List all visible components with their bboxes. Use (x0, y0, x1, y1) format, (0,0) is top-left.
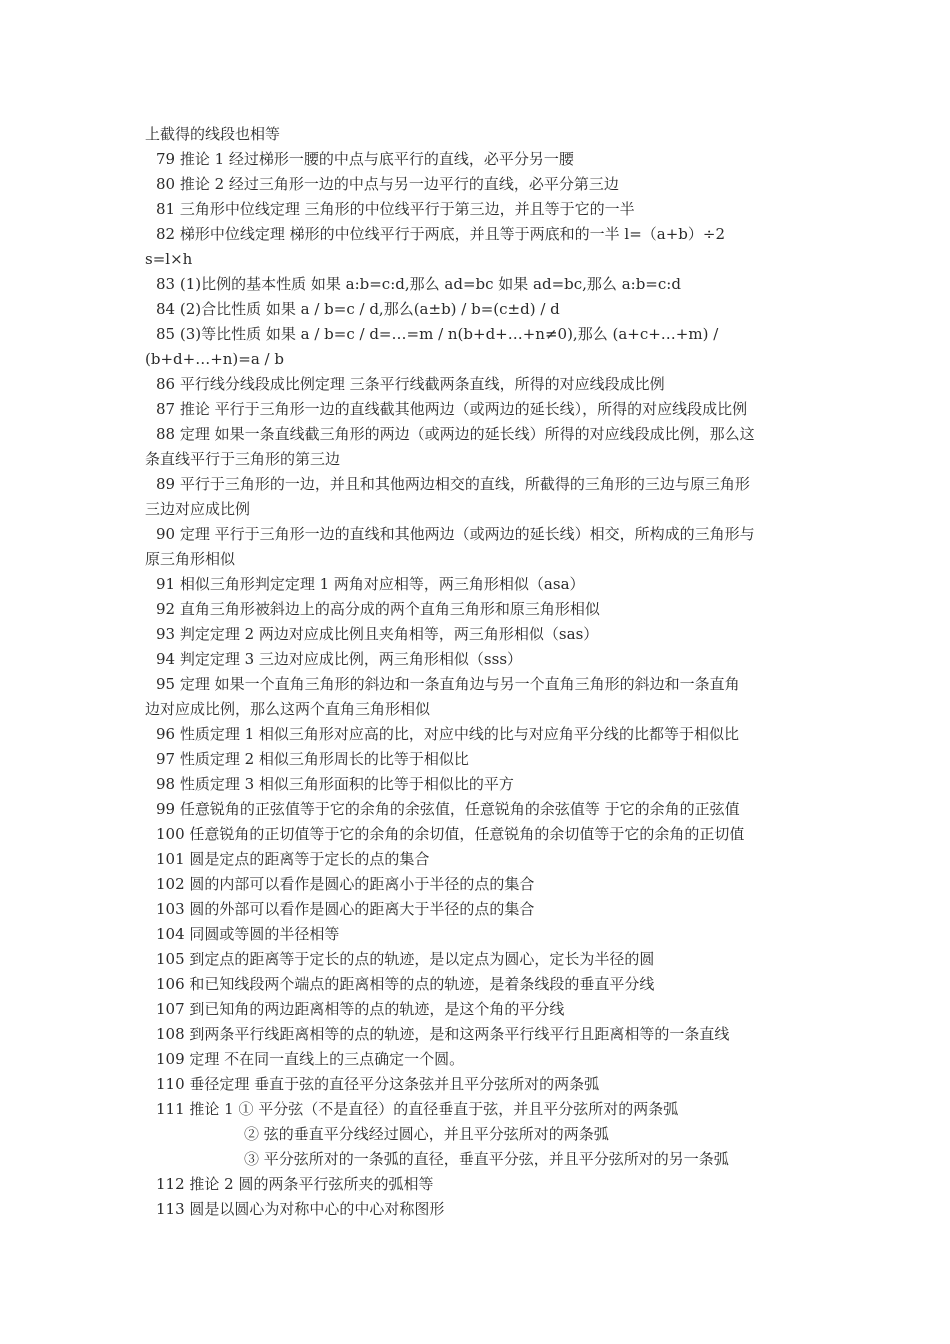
text-line: 109 定理 不在同一直线上的三点确定一个圆。 (156, 1050, 465, 1068)
text-line: 108 到两条平行线距离相等的点的轨迹，是和这两条平行线平行且距离相等的一条直线 (156, 1025, 730, 1043)
text-line: 92 直角三角形被斜边上的高分成的两个直角三角形和原三角形相似 (156, 600, 600, 618)
text-line: 93 判定定理 2 两边对应成比例且夹角相等，两三角形相似（sas） (156, 625, 599, 643)
text-line: 100 任意锐角的正切值等于它的余角的余切值，任意锐角的余切值等于它的余角的正切值 (156, 825, 745, 843)
text-line: 102 圆的内部可以看作是圆心的距离小于半径的点的集合 (156, 875, 535, 893)
text-line: 79 推论 1 经过梯形一腰的中点与底平行的直线，必平分另一腰 (156, 150, 574, 168)
text-line: ③ 平分弦所对的一条弧的直径，垂直平分弦，并且平分弦所对的另一条弧 (244, 1150, 729, 1168)
text-line: 83 (1)比例的基本性质 如果 a:b=c:d,那么 ad=bc 如果 ad=bc,那么 a:b=c:d (156, 275, 681, 293)
text-line: 条直线平行于三角形的第三边 (145, 450, 341, 468)
text-line: ② 弦的垂直平分线经过圆心，并且平分弦所对的两条弧 (244, 1125, 609, 1143)
text-line: 86 平行线分线段成比例定理 三条平行线截两条直线，所得的对应线段成比例 (156, 375, 665, 393)
text-line: 99 任意锐角的正弦值等于它的余角的余弦值，任意锐角的余弦值等 于它的余角的正弦值 (156, 800, 740, 818)
document-body (145, 122, 810, 1222)
text-line: 边对应成比例，那么这两个直角三角形相似 (145, 700, 431, 718)
text-line: 82 梯形中位线定理 梯形的中位线平行于两底，并且等于两底和的一半 l=（a+b）÷2 (156, 225, 725, 243)
text-line: 105 到定点的距离等于定长的点的轨迹，是以定点为圆心，定长为半径的圆 (156, 950, 655, 968)
text-line: 三边对应成比例 (145, 500, 251, 518)
text-line: 88 定理 如果一条直线截三角形的两边（或两边的延长线）所得的对应线段成比例，那么这 (156, 425, 755, 443)
text-line: (b+d+…+n)=a / b (145, 350, 284, 368)
text-line: 90 定理 平行于三角形一边的直线和其他两边（或两边的延长线）相交，所构成的三角形与 (156, 525, 755, 543)
text-line: 94 判定定理 3 三边对应成比例，两三角形相似（sss） (156, 650, 523, 668)
text-line: 80 推论 2 经过三角形一边的中点与另一边平行的直线，必平分第三边 (156, 175, 619, 193)
text-line: 87 推论 平行于三角形一边的直线截其他两边（或两边的延长线），所得的对应线段成比例 (156, 400, 748, 418)
text-line: 110 垂径定理 垂直于弦的直径平分这条弦并且平分弦所对的两条弧 (156, 1075, 600, 1093)
text-line: 111 推论 1 ① 平分弦（不是直径）的直径垂直于弦，并且平分弦所对的两条弧 (156, 1100, 679, 1118)
text-line: 107 到已知角的两边距离相等的点的轨迹，是这个角的平分线 (156, 1000, 565, 1018)
text-line: 95 定理 如果一个直角三角形的斜边和一条直角边与另一个直角三角形的斜边和一条直角 (156, 675, 740, 693)
text-line: 81 三角形中位线定理 三角形的中位线平行于第三边，并且等于它的一半 (156, 200, 635, 218)
text-line: 97 性质定理 2 相似三角形周长的比等于相似比 (156, 750, 469, 768)
text-line: 91 相似三角形判定定理 1 两角对应相等，两三角形相似（asa） (156, 575, 585, 593)
text-line: 84 (2)合比性质 如果 a / b=c / d,那么(a±b) / b=(c±d) / d (156, 300, 560, 318)
text-line: 原三角形相似 (145, 550, 236, 568)
text-line: 103 圆的外部可以看作是圆心的距离大于半径的点的集合 (156, 900, 535, 918)
text-line: 上截得的线段也相等 (145, 125, 281, 143)
text-line: 85 (3)等比性质 如果 a / b=c / d=…=m / n(b+d+…+n≠0),那么 (a+c+…+m) / (156, 325, 719, 343)
text-line: s=l×h (145, 250, 193, 268)
text-line: 112 推论 2 圆的两条平行弦所夹的弧相等 (156, 1175, 434, 1193)
text-line: 104 同圆或等圆的半径相等 (156, 925, 340, 943)
text-line: 96 性质定理 1 相似三角形对应高的比，对应中线的比与对应角平分线的比都等于相似比 (156, 725, 739, 743)
text-line: 89 平行于三角形的一边，并且和其他两边相交的直线，所截得的三角形的三边与原三角形 (156, 475, 750, 493)
text-line: 106 和已知线段两个端点的距离相等的点的轨迹，是着条线段的垂直平分线 (156, 975, 655, 993)
text-line: 113 圆是以圆心为对称中心的中心对称图形 (156, 1200, 445, 1218)
text-line: 98 性质定理 3 相似三角形面积的比等于相似比的平方 (156, 775, 514, 793)
text-line: 101 圆是定点的距离等于定长的点的集合 (156, 850, 430, 868)
